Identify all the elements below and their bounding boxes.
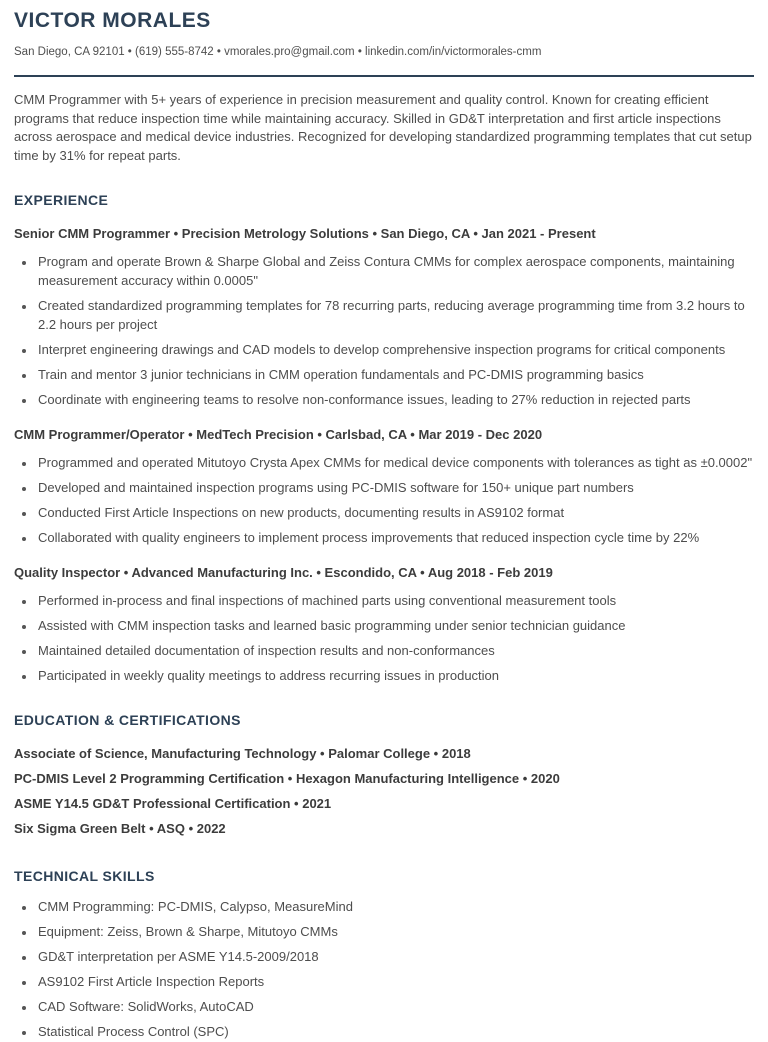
job-title: Senior CMM Programmer • Precision Metrology Solutions • San Diego, CA • Jan 2021 - Present — [14, 226, 596, 241]
bullet-item: • Coordinate with engineering teams to resolve non-conformance issues, leading to 27% reduction in rejected parts — [36, 390, 754, 409]
education-item: PC-DMIS Level 2 Programming Certification • Hexagon Manufacturing Intelligence • 2020 — [14, 771, 560, 786]
job-bullet-list — [14, 453, 754, 547]
job-title: CMM Programmer/Operator • MedTech Precision • Carlsbad, CA • Mar 2019 - Dec 2020 — [14, 427, 543, 442]
bullet-item: • Assisted with CMM inspection tasks and learned basic programming under senior technician guidance — [36, 616, 754, 635]
bullet-item: • Performed in-process and final inspections of machined parts using conventional measurement tools — [36, 591, 754, 610]
bullet-item: • Developed and maintained inspection programs using PC-DMIS software for 150+ unique part numbers — [36, 478, 754, 497]
bullet-item: • Conducted First Article Inspections on new products, documenting results in AS9102 format — [36, 503, 754, 522]
job-entry — [14, 426, 754, 547]
job-bullet-list — [14, 252, 754, 409]
education-section — [14, 712, 754, 841]
skill-item: • AS9102 First Article Inspection Reports — [36, 972, 754, 991]
skills-section — [14, 868, 754, 1041]
job-title: Quality Inspector • Advanced Manufacturing Inc. • Escondido, CA • Aug 2018 - Feb 2019 — [14, 565, 553, 580]
skill-item: • Equipment: Zeiss, Brown & Sharpe, Mitutoyo CMMs — [36, 922, 754, 941]
experience-heading: EXPERIENCE — [14, 192, 109, 208]
skill-item: • CAD Software: SolidWorks, AutoCAD — [36, 997, 754, 1016]
education-heading: EDUCATION & CERTIFICATIONS — [14, 712, 241, 728]
contact-line: San Diego, CA 92101 • (619) 555-8742 • vmorales.pro@gmail.com • linkedin.com/in/victormorales-cmm — [14, 46, 542, 58]
bullet-item: • Interpret engineering drawings and CAD models to develop comprehensive inspection programs for critical components — [36, 340, 754, 359]
education-item: ASME Y14.5 GD&T Professional Certification • 2021 — [14, 796, 332, 811]
bullet-item: • Created standardized programming templates for 78 recurring parts, reducing average programming time from 3.2 hours to 2.2 hours per project — [36, 296, 754, 334]
professional-summary: CMM Programmer with 5+ years of experience in precision measurement and quality control. Known for creating efficient programs that reduce inspection time while maintaining accuracy. Skilled in GD&T interpretation and first article inspections across aerospace and medical device industries. Recognized for developing standardized programming templates that cut setup time by 31% for repeat parts. — [14, 92, 752, 163]
bullet-item: • Collaborated with quality engineers to implement process improvements that reduced inspection cycle time by 22% — [36, 528, 754, 547]
experience-section — [14, 192, 754, 685]
bullet-item: • Programmed and operated Mitutoyo Crysta Apex CMMs for medical device components with tolerances as tight as ±0.0002" — [36, 453, 754, 472]
header-divider — [14, 75, 754, 77]
education-list — [14, 741, 754, 841]
bullet-item: • Participated in weekly quality meetings to address recurring issues in production — [36, 666, 754, 685]
bullet-item: • Program and operate Brown & Sharpe Global and Zeiss Contura CMMs for complex aerospace components, maintaining measurement accuracy within 0.0005" — [36, 252, 754, 290]
job-entry — [14, 564, 754, 685]
resume-header — [14, 9, 754, 77]
education-item: Associate of Science, Manufacturing Technology • Palomar College • 2018 — [14, 746, 471, 761]
skill-item: • Statistical Process Control (SPC) — [36, 1022, 754, 1041]
education-item: Six Sigma Green Belt • ASQ • 2022 — [14, 821, 226, 836]
skills-heading: TECHNICAL SKILLS — [14, 868, 155, 884]
bullet-item: • Maintained detailed documentation of inspection results and non-conformances — [36, 641, 754, 660]
job-bullet-list — [14, 591, 754, 685]
skill-item: • CMM Programming: PC-DMIS, Calypso, MeasureMind — [36, 897, 754, 916]
bullet-item: • Train and mentor 3 junior technicians in CMM operation fundamentals and PC-DMIS programming basics — [36, 365, 754, 384]
candidate-name: VICTOR MORALES — [14, 9, 211, 32]
job-entry — [14, 225, 754, 409]
skill-item: • GD&T interpretation per ASME Y14.5-2009/2018 — [36, 947, 754, 966]
skills-list — [14, 897, 754, 1041]
